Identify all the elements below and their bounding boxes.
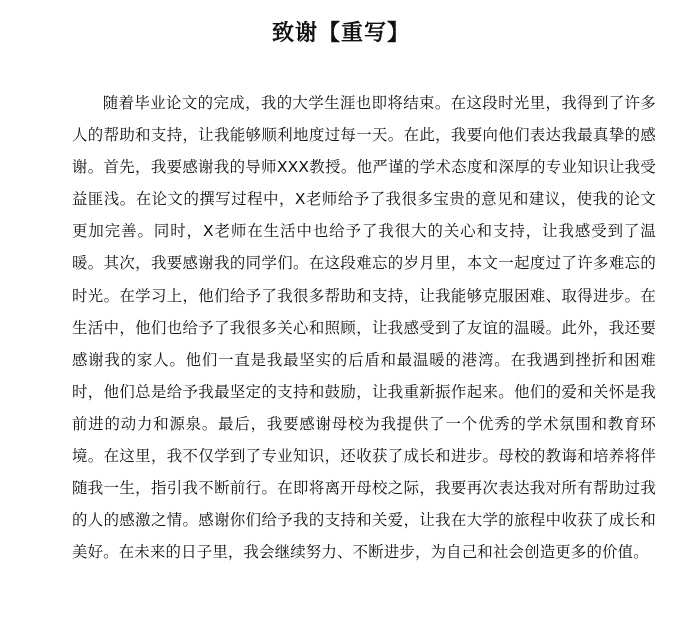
page-title: 致谢【重写】 [271,21,410,46]
acknowledgement-paragraph: 随着毕业论文的完成，我的大学生涯也即将结束。在这段时光里，我得到了许多人的帮助和支持，让我能够顺利地度过每一天。在此，我要向他们表达我最真挚的感谢。首先，我要感谢我的导师XXX教授。他严谨的学术态度和深厚的专业知识让我受益匪浅。在论文的撰写过程中，X老师给予了我很多宝贵的意见和建议，使我的论文更加完善。同时，X老师在生活中也给予了我很大的关心和支持，让我感受到了温暖。其次，我要感谢我的同学们。在这段难忘的岁月里，本文一起度过了许多难忘的时光。在学习上，他们给予了我很多帮助和支持，让我能够克服困难、取得进步。在生活中，他们也给予了我很多关心和照顾，让我感受到了友谊的温暖。此外，我还要感谢我的家人。他们一直是我最坚实的后盾和最温暖的港湾。在我遇到挫折和困难时，他们总是给予我最坚定的支持和鼓励，让我重新振作起来。他们的爱和关怀是我前进的动力和源泉。最后，我要感谢母校为我提供了一个优秀的学术氛围和教育环境。在这里，我不仅学到了专业知识，还收获了成长和进步。母校的教诲和培养将伴随我一生，指引我不断前行。在即将离开母校之际，我要再次表达我对所有帮助过我的人的感激之情。感谢你们给予我的支持和关爱，让我在大学的旅程中收获了成长和美好。在未来的日子里，我会继续努力、不断进步，为自己和社会创造更多的价值。 [72,94,656,562]
